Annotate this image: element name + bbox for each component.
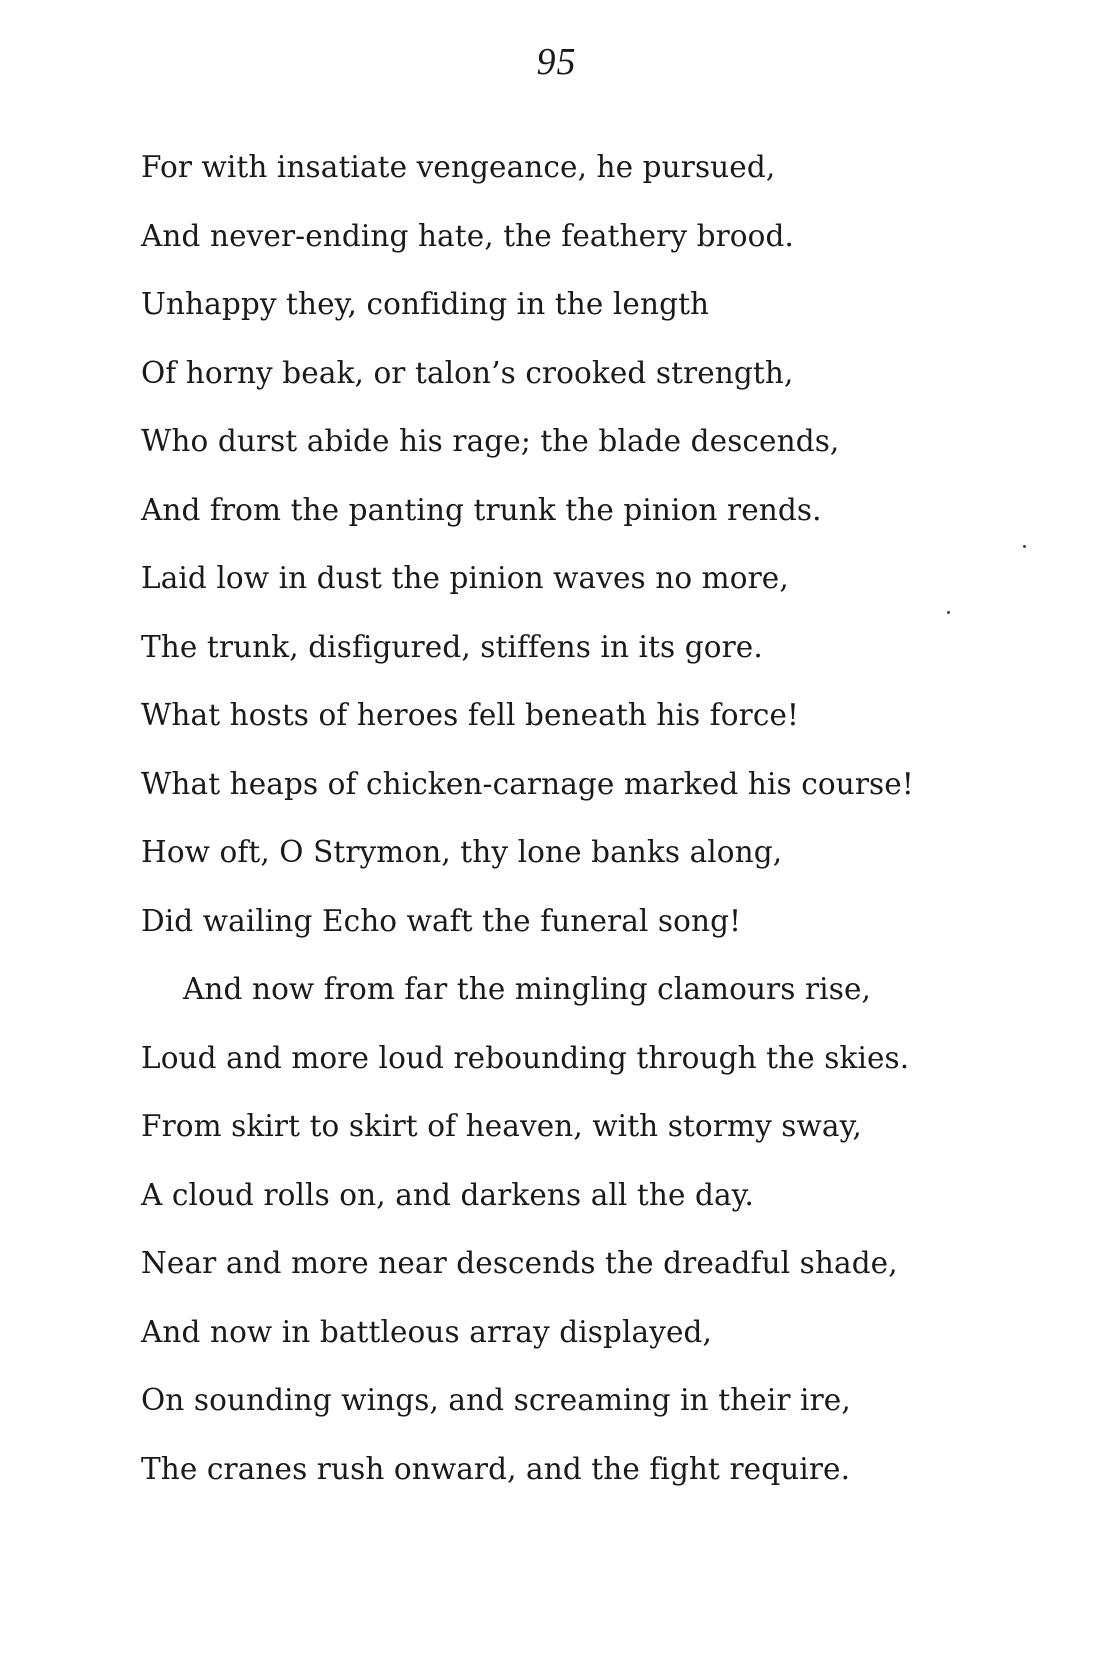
poem-line: How oft, O Strymon, thy lone banks along,: [141, 835, 783, 869]
scan-speck: [947, 611, 950, 614]
poem-line: And from the panting trunk the pinion rends.: [141, 492, 822, 527]
poem-line-indented: And now from far the mingling clamours rise,: [183, 972, 871, 1006]
poem-line: A cloud rolls on, and darkens all the day.: [141, 1177, 755, 1212]
poem-line: And now in battleous array displayed,: [141, 1314, 712, 1349]
poem-line: What hosts of heroes fell beneath his force!: [141, 698, 799, 732]
poem-text: [141, 133, 1081, 1503]
poem-line: For with insatiate vengeance, he pursued,: [141, 150, 776, 184]
poem-line: Did wailing Echo waft the funeral song!: [141, 903, 742, 938]
poem-line: The cranes rush onward, and the fight require.: [141, 1451, 851, 1486]
poem-line: Loud and more loud rebounding through the skies.: [141, 1040, 910, 1075]
poem-line: On sounding wings, and screaming in their ire,: [141, 1383, 851, 1417]
poem-line: Near and more near descends the dreadful shade,: [141, 1246, 898, 1280]
poem-line: Laid low in dust the pinion waves no more,: [141, 561, 789, 595]
poem-line: From skirt to skirt of heaven, with stormy sway,: [141, 1109, 862, 1143]
scan-speck: [1023, 545, 1026, 548]
poem-line: The trunk, disfigured, stiffens in its gore.: [141, 629, 763, 664]
poem-line: Of horny beak, or talon’s crooked strength,: [141, 355, 794, 390]
poem-line: Unhappy they, confiding in the length: [141, 287, 710, 321]
poem-line: What heaps of chicken-carnage marked his course!: [141, 766, 914, 801]
page-number: 95: [536, 41, 577, 83]
poem-line: Who durst abide his rage; the blade descends,: [141, 424, 840, 458]
poem-line: And never-ending hate, the feathery brood.: [141, 218, 794, 253]
